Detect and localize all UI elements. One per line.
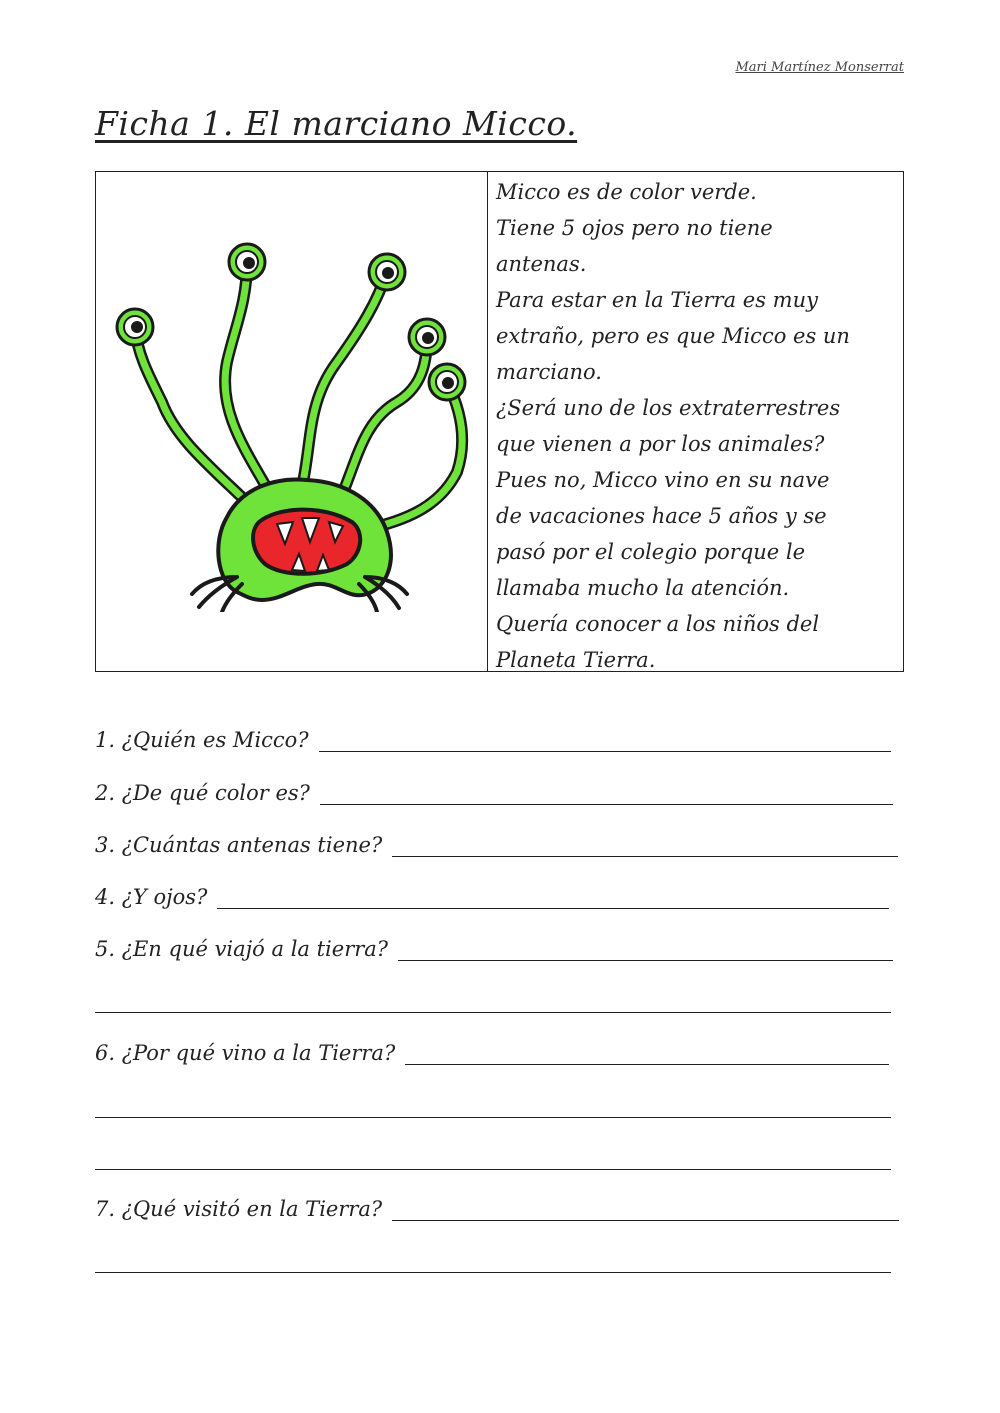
question-row (95, 833, 898, 857)
story-line: llamaba mucho la atención. (496, 576, 790, 600)
author-name: Mari Martínez Monserrat (735, 60, 904, 75)
story-line: Planeta Tierra. (496, 648, 656, 672)
question-row (95, 937, 893, 961)
story-table (95, 171, 904, 672)
question-label: 2. ¿De qué color es? (95, 781, 310, 805)
story-line: que vienen a por los animales? (496, 432, 825, 456)
question-label: 3. ¿Cuántas antenas tiene? (95, 833, 383, 857)
story-line: ¿Será uno de los extraterrestres (496, 396, 841, 420)
answer-line[interactable] (392, 834, 898, 857)
answer-line[interactable] (392, 1198, 899, 1221)
question-label: 5. ¿En qué viajó a la tierra? (95, 937, 389, 961)
answer-line[interactable] (319, 729, 891, 752)
story-line: de vacaciones hace 5 años y se (496, 504, 827, 528)
answer-line[interactable] (405, 1042, 889, 1065)
alien-illustration (107, 232, 477, 612)
answer-line[interactable] (95, 1117, 891, 1118)
story-line: Para estar en la Tierra es muy (496, 288, 818, 312)
question-label: 1. ¿Quién es Micco? (95, 728, 309, 752)
story-line: marciano. (496, 360, 602, 384)
answer-line[interactable] (95, 1272, 891, 1273)
question-label: 6. ¿Por qué vino a la Tierra? (95, 1041, 396, 1065)
story-line: Pues no, Micco vino en su nave (496, 468, 830, 492)
story-text (488, 172, 903, 671)
question-row (95, 1197, 899, 1221)
question-row (95, 885, 889, 909)
story-line: Micco es de color verde. (496, 180, 757, 204)
story-line: Tiene 5 ojos pero no tiene (496, 216, 773, 240)
page-title: Ficha 1. El marciano Micco. (95, 104, 578, 143)
question-row (95, 781, 893, 805)
question-row (95, 1041, 889, 1065)
answer-line[interactable] (320, 782, 893, 805)
story-line: extraño, pero es que Micco es un (496, 324, 850, 348)
alien-illustration-cell (96, 172, 488, 671)
question-row (95, 728, 891, 752)
answer-line[interactable] (95, 1169, 891, 1170)
story-line: Quería conocer a los niños del (496, 612, 820, 636)
answer-line[interactable] (217, 886, 889, 909)
question-label: 4. ¿Y ojos? (95, 885, 208, 909)
question-label: 7. ¿Qué visitó en la Tierra? (95, 1197, 383, 1221)
answer-line[interactable] (398, 938, 893, 961)
story-line: pasó por el colegio porque le (496, 540, 806, 564)
answer-line[interactable] (95, 1012, 891, 1013)
story-line: antenas. (496, 252, 587, 276)
